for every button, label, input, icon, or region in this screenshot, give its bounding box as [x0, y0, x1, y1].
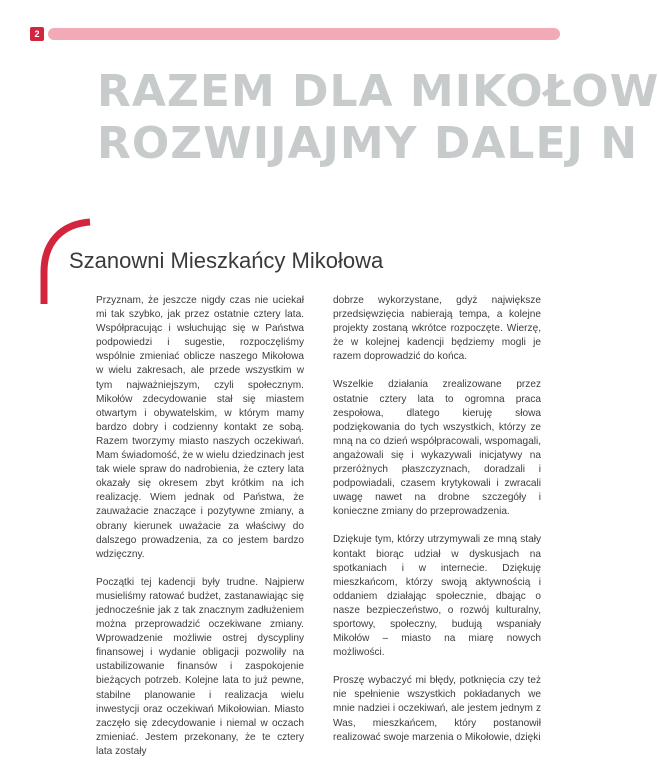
paragraph: Proszę wybaczyć mi błędy, potknięcia czy też nie spełnienie wszystkich pokładanych we mnie nadziei i oczekiwań, ale jestem jednym z Was, mieszkańcem, który postanowił realizować swoje marzenia o Mikołowie, dzięki [333, 675, 541, 743]
text-column-right [333, 294, 541, 759]
paragraph: Wszelkie działania zrealizowane przez ostatnie cztery lata to ogromna praca zespołowa, dlatego kieruję słowa podziękowania do tych wszystkich, którzy ze mną na co dzień współpracowali, wspomagali, angażowali się i wykazywali inicjatywy na przeróżnych płaszczyznach, doradzali i podpowiadali, czasem krytykowali i zwracali uwagę nawet na drobne szczegóły i konieczne zmiany do przeprowadzenia. [333, 379, 541, 518]
headline [97, 66, 659, 170]
paragraph: Początki tej kadencji były trudne. Najpierw musieliśmy ratować budżet, zastanawiając się jednocześnie jak z tak znacznym zadłużeniem można przeprowadzić oczekiwane zmiany. Wprowadzenie możliwie ostrej dyscypliny finansowej i wydanie obligacji pozwoliły na ustabilizowanie finansów i zaspokojenie bieżących potrzeb. Kolejne lata to już pewne, stabilne planowanie i realizacja wielu inwestycji oraz oczekiwań Mikołowian. Miasto zaczęło się zdecydowanie i niemal w oczach zmieniać. Jestem przekonany, że te cztery lata zostały [96, 576, 304, 757]
paragraph: Dziękuje tym, którzy utrzymywali ze mną stały kontakt biorąc udział w dyskusjach na spotkaniach i w internecie. Dziękuję mieszkańcom, którzy swoją aktywnością i oddaniem działając społecznie, dbając o nasze bezpieczeństwo, o rozwój kulturalny, sportowy, społeczny, budują wspaniały Mikołów – miasto na miarę nowych możliwości. [333, 534, 541, 659]
headline-line-2: ROZWIJAJMY DALEJ N [97, 118, 639, 169]
salutation-heading: Szanowni Mieszkańcy Mikołowa [69, 248, 384, 273]
headline-line-1: RAZEM DLA MIKOŁOW [97, 66, 659, 117]
header-bar [48, 28, 560, 40]
text-column-left [96, 294, 304, 773]
page-number-badge: 2 [30, 27, 44, 41]
paragraph: Przyznam, że jeszcze nigdy czas nie uciekał mi tak szybko, jak przez ostatnie cztery lata. Współpracując i wsłuchując się w Państwa podpowiedzi i sugestie, rozpoczęliśmy wspólnie zmieniać oblicze naszego Mikołowa w wielu zakresach, ale przede wszystkim w tym najważniejszym, czyli społecznym. Mikołów zdecydowanie stał się miastem otwartym i obywatelskim, w którym mamy bardzo dobry i codzienny kontakt ze sobą. Razem tworzymy miasto naszych oczekiwań. Mam świadomość, że w wielu dziedzinach jest tak wiele spraw do nadrobienia, że cztery lata okazały się okresem zbyt krótkim na ich realizację. Wiem jednak od Państwa, że zauważacie znaczące i pozytywne zmiany, a obrany kierunek uważacie za właściwy do dalszego prowadzenia, za co jestem bardzo wdzięczny. [96, 295, 304, 560]
paragraph: dobrze wykorzystane, gdyż największe przedsięwzięcia nabierają tempa, a kolejne projekty zostaną wkrótce rozpoczęte. Wierzę, że w kolejnej kadencji będziemy mogli je razem doprowadzić do końca. [333, 295, 541, 363]
